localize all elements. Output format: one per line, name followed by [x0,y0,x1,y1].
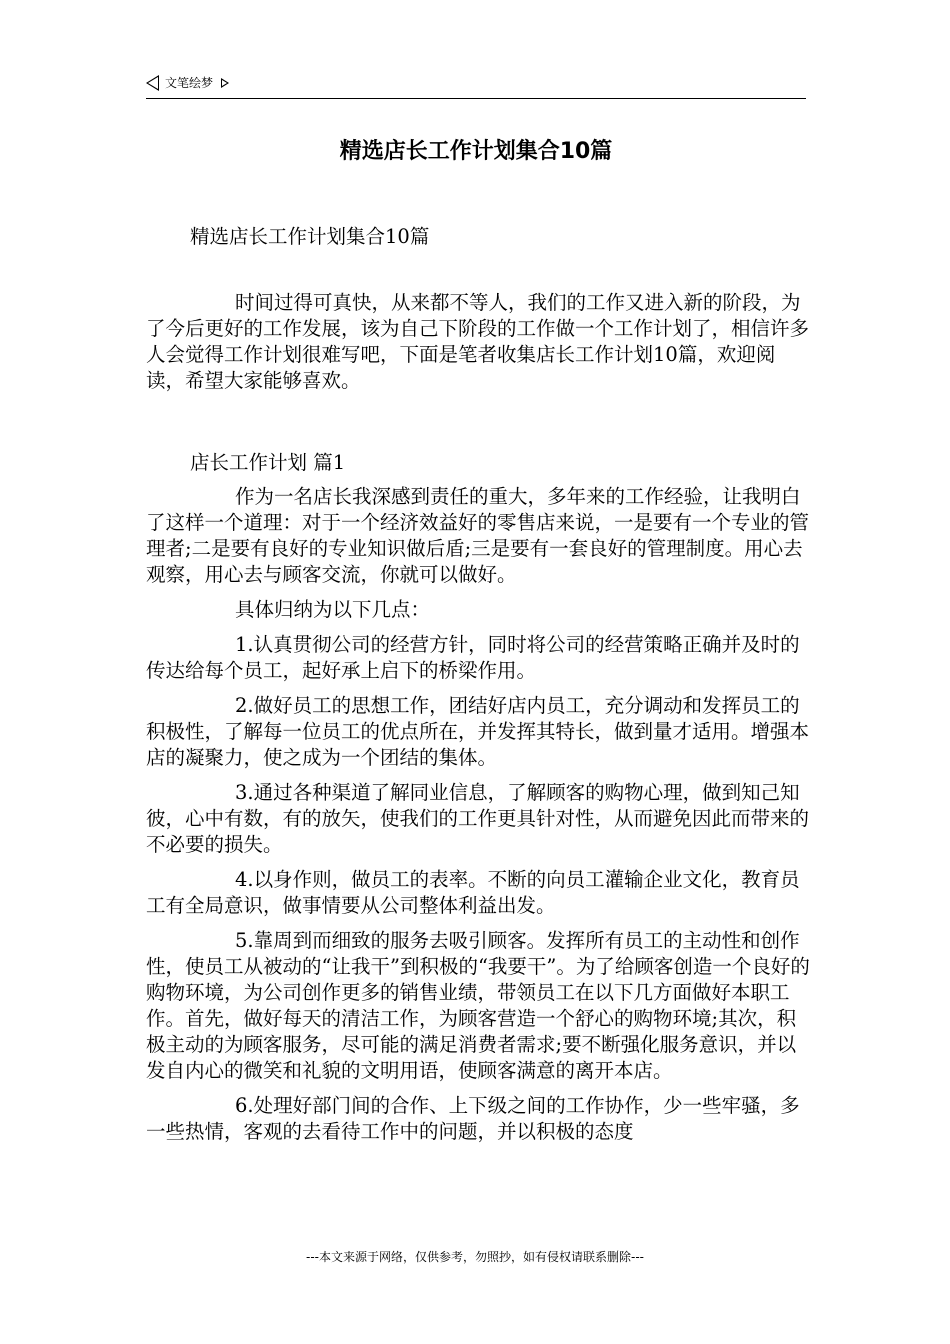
list-item: 1.认真贯彻公司的经营方针，同时将公司的经营策略正确并及时的传达给每个员工，起好承上启下的桥梁作用。 [146,633,800,682]
list-item: 2.做好员工的思想工作，团结好店内员工，充分调动和发挥员工的积极性，了解每一位员工的优点所在，并发挥其特长，做到量才适用。增强本店的凝聚力，使之成为一个团结的集体。 [146,694,810,769]
brand-name: 文笔绘梦 [165,76,214,90]
brand-logo [146,74,229,91]
list-item: 3.通过各种渠道了解同业信息，了解顾客的购物心理，做到知己知彼，心中有数，有的放矢，使我们的工作更具针对性，从而避免因此而带来的不必要的损失。 [146,781,810,856]
section-heading: 店长工作计划 篇1 [190,451,346,474]
document-title: 精选店长工作计划集合10篇 [339,139,613,164]
list-item: 4.以身作则，做员工的表率。不断的向员工灌输企业文化，教育员工有全局意识，做事情要从公司整体利益出发。 [146,868,800,917]
intro-paragraph: 时间过得可真快，从来都不等人，我们的工作又进入新的阶段，为了今后更好的工作发展，该为自己下阶段的工作做一个工作计划了，相信许多人会觉得工作计划很难写吧，下面是笔者收集店长工作计划10篇，欢迎阅读，希望大家能够喜欢。 [146,291,810,392]
list-item: 6.处理好部门间的合作、上下级之间的工作协作，少一些牢骚，多一些热情，客观的去看待工作中的问题，并以积极的态度 [146,1094,800,1143]
document-subtitle: 精选店长工作计划集合10篇 [190,225,430,248]
page-header [146,72,806,99]
body-paragraph: 具体归纳为以下几点： [235,598,431,621]
left-triangle-icon [146,75,159,91]
right-triangle-icon [221,78,229,88]
list-item: 5.靠周到而细致的服务去吸引顾客。发挥所有员工的主动性和创作性，使员工从被动的“让我干”到积极的“我要干”。为了给顾客创造一个良好的购物环境，为公司创作更多的销售业绩，带领员工在以下几方面做好本职工作。首先，做好每天的清洁工作，为顾客营造一个舒心的购物环境;其次，积极主动的为顾客服务，尽可能的满足消费者需求;要不断强化服务意识，并以发自内心的微笑和礼貌的文明用语，使顾客满意的离开本店。 [146,929,810,1082]
document-body [146,224,810,1154]
body-paragraph: 作为一名店长我深感到责任的重大，多年来的工作经验，让我明白了这样一个道理：对于一个经济效益好的零售店来说，一是要有一个专业的管理者;二是要有良好的专业知识做后盾;三是要有一套良好的管理制度。用心去观察，用心去与顾客交流，你就可以做好。 [146,485,810,586]
page-footer: ---本文来源于网络，仅供参考，勿照抄，如有侵权请联系删除--- [306,1250,644,1264]
